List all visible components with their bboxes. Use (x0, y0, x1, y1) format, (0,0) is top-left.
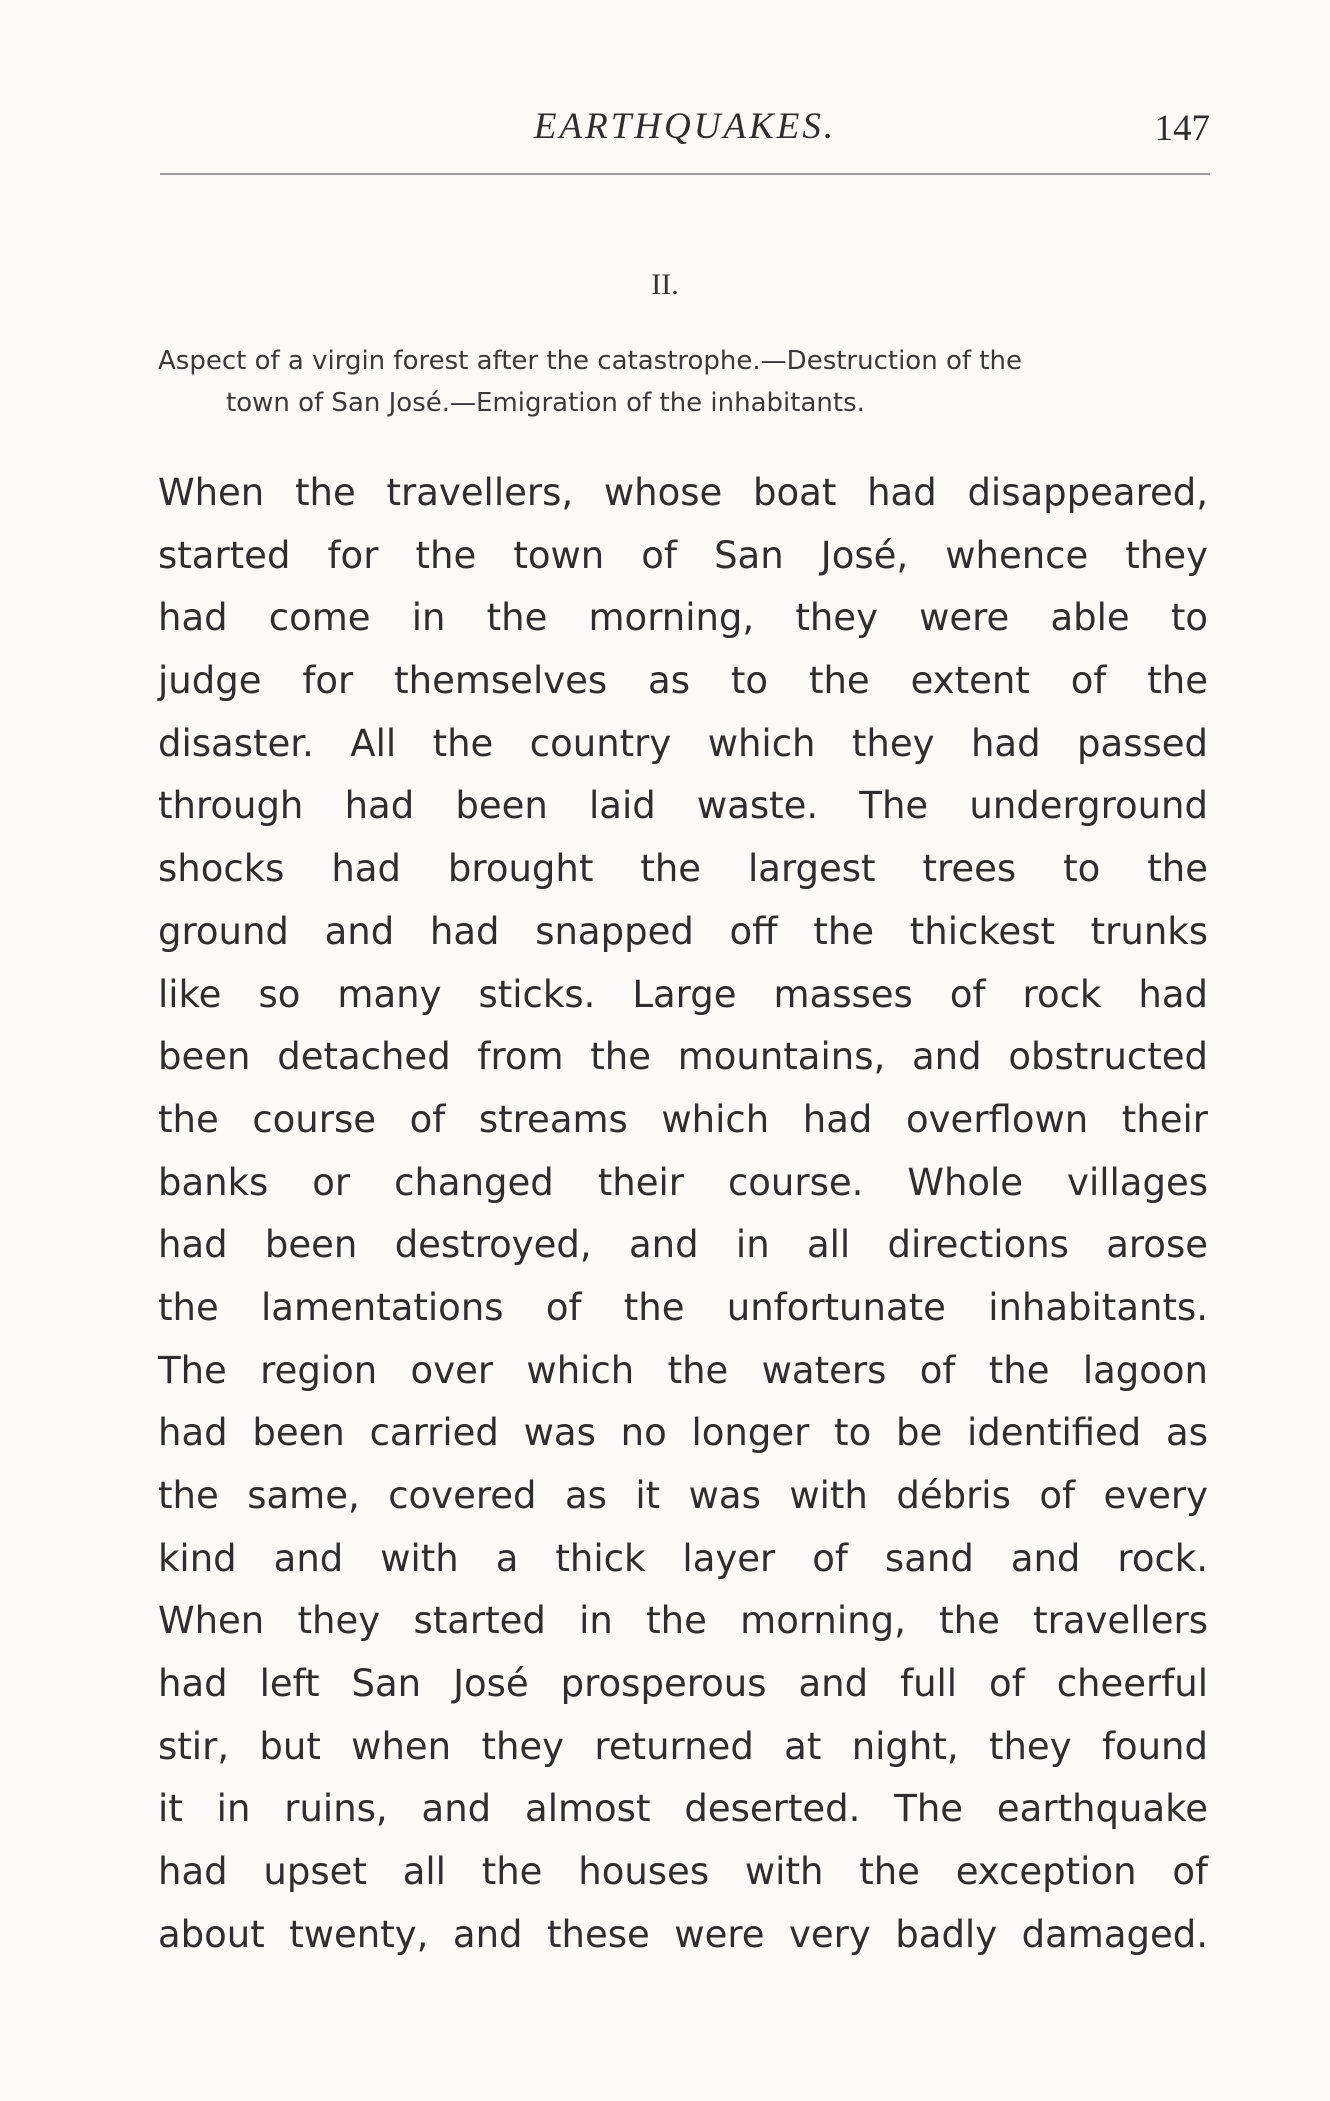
body-line: When they started in the morning, the travellers (158, 1599, 1208, 1643)
body-line: kind and with a thick layer of sand and rock. (158, 1536, 1208, 1580)
body-line: through had been laid waste. The underground (158, 784, 1208, 828)
header-rule (160, 173, 1210, 175)
page-header (160, 105, 1210, 165)
body-line: had come in the morning, they were able to (158, 596, 1208, 640)
body-paragraph (158, 462, 1208, 1967)
body-line: banks or changed their course. Whole villages (158, 1160, 1208, 1204)
body-line: been detached from the mountains, and obstructed (158, 1035, 1208, 1079)
body-line: like so many sticks. Large masses of rock had (158, 972, 1208, 1016)
page-number: 147 (1154, 108, 1210, 149)
body-line: it in ruins, and almost deserted. The earthquake (158, 1787, 1208, 1831)
body-line: judge for themselves as to the extent of the (158, 659, 1208, 703)
body-line: had been carried was no longer to be identified as (158, 1411, 1208, 1455)
body-line: When the travellers, whose boat had disappeared, (158, 471, 1208, 514)
body-line: the course of streams which had overflown their (158, 1097, 1208, 1141)
body-line: had left San José prosperous and full of cheerful (158, 1662, 1208, 1706)
body-line: stir, but when they returned at night, they found (158, 1724, 1208, 1768)
summary-line: Aspect of a virgin forest after the catastrophe.—Destruction of the (158, 346, 1022, 376)
body-line: started for the town of San José, whence they (158, 533, 1208, 577)
body-line: the same, covered as it was with débris of every (158, 1474, 1208, 1517)
body-line: the lamentations of the unfortunate inhabitants. (158, 1285, 1208, 1329)
body-line: shocks had brought the largest trees to the (158, 847, 1208, 891)
body-line: about twenty, and these were very badly damaged. (158, 1912, 1208, 1956)
body-line: had been destroyed, and in all directions arose (158, 1223, 1208, 1267)
summary-line: town of San José.—Emigration of the inhabitants. (226, 388, 865, 418)
section-number: II. (651, 268, 679, 301)
body-line: The region over which the waters of the lagoon (158, 1348, 1208, 1392)
body-line: ground and had snapped off the thickest trunks (158, 909, 1208, 953)
section-summary (158, 340, 1208, 424)
running-title: EARTHQUAKES. (533, 106, 837, 147)
body-line: had upset all the houses with the exception of (158, 1850, 1208, 1894)
body-line: disaster. All the country which they had passed (158, 721, 1208, 765)
